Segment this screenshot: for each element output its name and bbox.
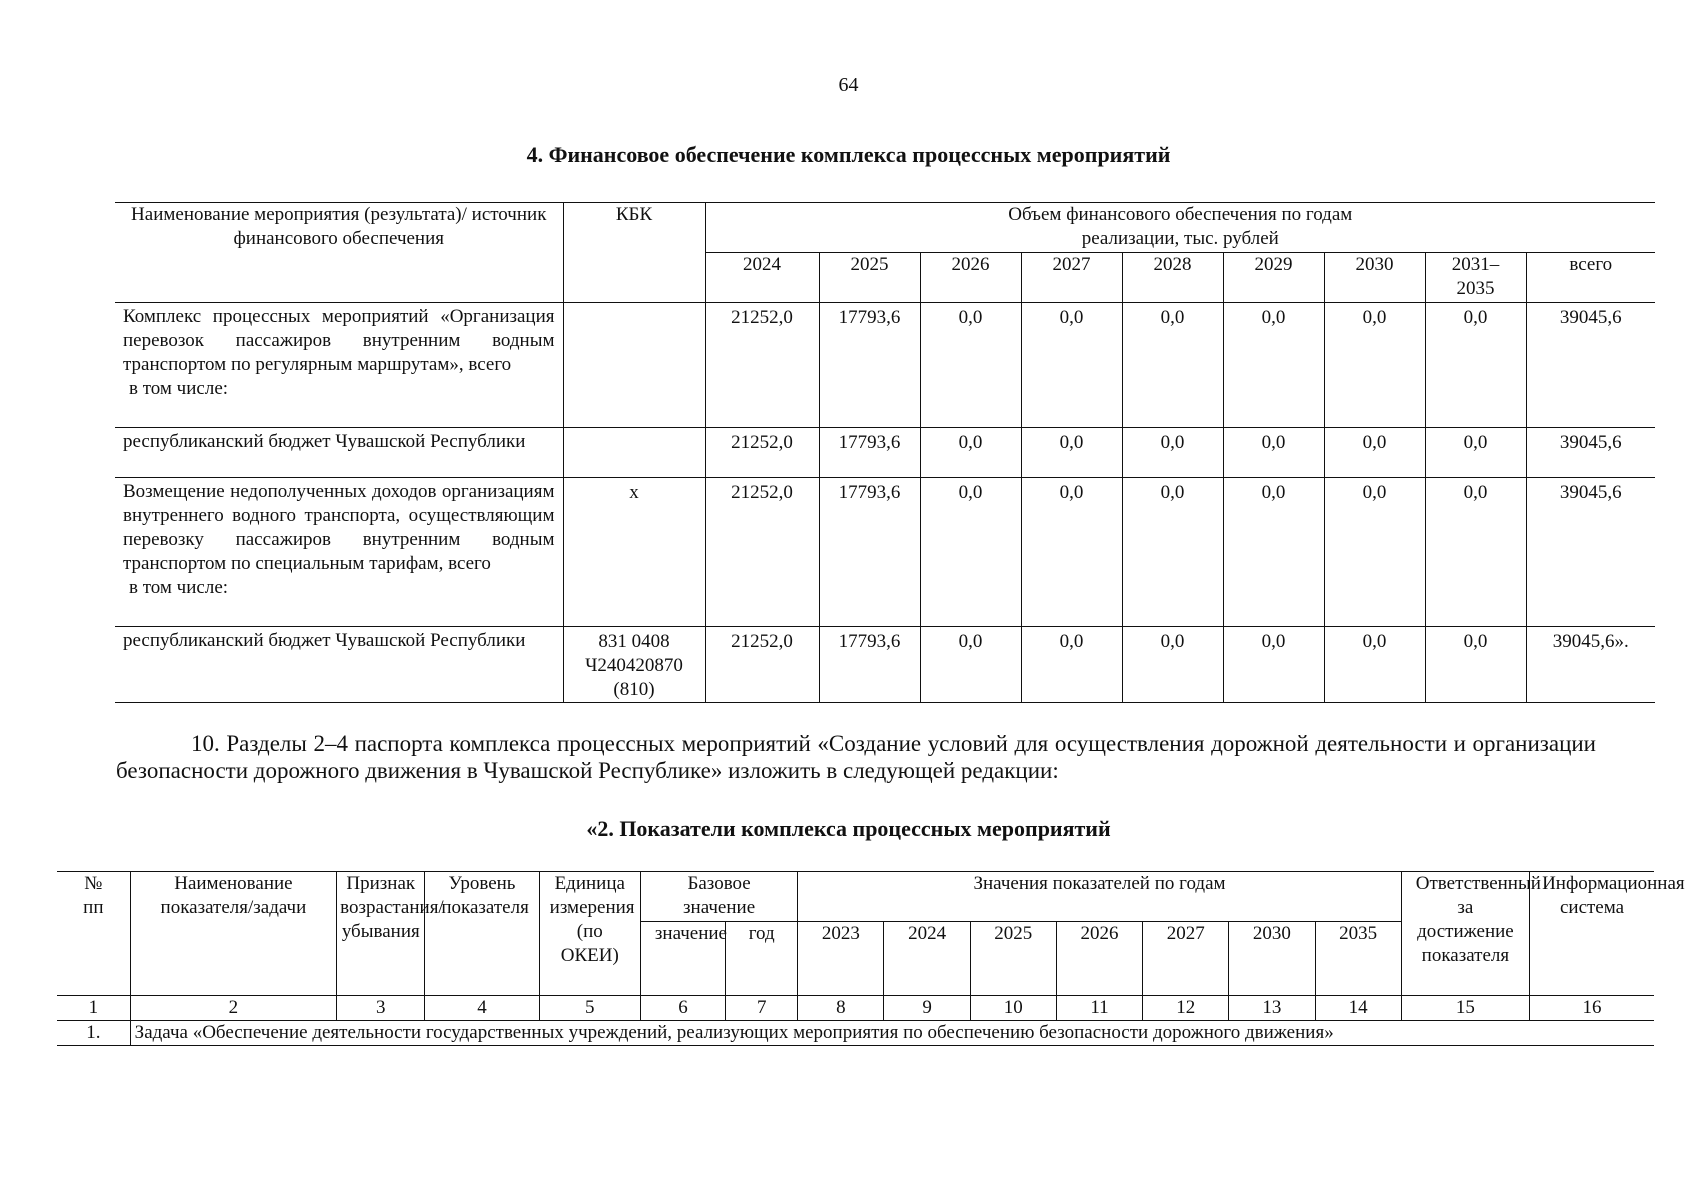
column-number: 8: [798, 996, 884, 1021]
header-year: 2035: [1315, 922, 1401, 996]
row-value: 0,0: [920, 428, 1021, 478]
row-value: 21252,0: [705, 303, 819, 428]
header-year: 2025: [819, 253, 920, 303]
column-number: 12: [1143, 996, 1229, 1021]
header-base-year: год: [726, 922, 798, 996]
row-value: 0,0: [1324, 428, 1425, 478]
row-value: 21252,0: [705, 478, 819, 627]
row-value: 17793,6: [819, 478, 920, 627]
header-kbk: КБК: [563, 203, 705, 303]
row-value: 0,0: [920, 627, 1021, 703]
column-number: 2: [130, 996, 337, 1021]
header-num: № пп: [57, 872, 130, 996]
row-total: 39045,6: [1526, 478, 1655, 627]
row-total: 39045,6: [1526, 303, 1655, 428]
header-year: 2024: [884, 922, 970, 996]
row-value: 0,0: [920, 303, 1021, 428]
header-year: 2025: [970, 922, 1056, 996]
row-value: 0,0: [1021, 478, 1122, 627]
column-number: 16: [1530, 996, 1654, 1021]
header-name: Наименование мероприятия (результата)/ источник финансового обеспечения: [115, 203, 563, 303]
row-value: 0,0: [1122, 478, 1223, 627]
header-year: 2027: [1021, 253, 1122, 303]
header-year: 2026: [1056, 922, 1142, 996]
paragraph-10: 10. Разделы 2–4 паспорта комплекса процессных мероприятий «Создание условий для осуществления дорожной деятельности и организации безопасности дорожного движения в Чувашской Республике» изложить в следующей редакции:: [116, 731, 1596, 783]
column-number: 3: [337, 996, 425, 1021]
header-base: Базовое значение: [640, 872, 797, 922]
header-sign: Признак возрастания/ убывания: [337, 872, 425, 996]
column-number: 9: [884, 996, 970, 1021]
row-value: 0,0: [920, 478, 1021, 627]
column-number: 4: [425, 996, 539, 1021]
column-number: 13: [1229, 996, 1315, 1021]
table-row: [115, 428, 1655, 478]
header-year: 2027: [1143, 922, 1229, 996]
row-value: 0,0: [1324, 478, 1425, 627]
row-value: 17793,6: [819, 627, 920, 703]
header-total: всего: [1526, 253, 1655, 303]
table-row: [115, 303, 1655, 428]
row-value: 0,0: [1223, 627, 1324, 703]
row-value: 0,0: [1425, 303, 1526, 428]
table-row: [115, 478, 1655, 627]
row-kbk: [563, 303, 705, 428]
page-number: 64: [838, 74, 859, 96]
task-text: Задача «Обеспечение деятельности государственных учреждений, реализующих мероприятия по обеспечению безопасности дорожного движения»: [130, 1021, 1654, 1046]
section-2-title: «2. Показатели комплекса процессных мероприятий: [586, 816, 1111, 841]
column-number: 7: [726, 996, 798, 1021]
header-year: 2023: [798, 922, 884, 996]
header-info-system: Информационная система: [1530, 872, 1654, 996]
header-year: 2030: [1324, 253, 1425, 303]
header-year: 2026: [920, 253, 1021, 303]
row-value: 0,0: [1223, 428, 1324, 478]
row-value: 0,0: [1223, 478, 1324, 627]
row-name: Возмещение недополученных доходов организациям внутреннего водного транспорта, осуществляющим перевозку пассажиров внутренним водным транспортом по специальным тарифам, всего в том числе:: [115, 478, 563, 627]
row-value: 21252,0: [705, 627, 819, 703]
row-value: 17793,6: [819, 428, 920, 478]
row-value: 0,0: [1122, 627, 1223, 703]
header-unit: Единица измерения (по ОКЕИ): [539, 872, 640, 996]
row-value: 0,0: [1425, 428, 1526, 478]
column-number: 5: [539, 996, 640, 1021]
header-base-value: значение: [640, 922, 725, 996]
row-kbk: х: [563, 478, 705, 627]
column-number: 6: [640, 996, 725, 1021]
row-kbk: 831 0408 Ч240420870 (810): [563, 627, 705, 703]
column-number: 14: [1315, 996, 1401, 1021]
header-volume: Объем финансового обеспечения по годам реализации, тыс. рублей: [705, 203, 1655, 253]
column-number: 11: [1056, 996, 1142, 1021]
column-number: 15: [1401, 996, 1529, 1021]
header-year: 2031–2035: [1425, 253, 1526, 303]
column-number: 1: [57, 996, 130, 1021]
header-values-by-year: Значения показателей по годам: [798, 872, 1401, 922]
financing-table: [115, 202, 1655, 703]
section-4-title: 4. Финансовое обеспечение комплекса процессных мероприятий: [526, 142, 1171, 167]
indicators-table: [57, 871, 1685, 1046]
row-value: 0,0: [1021, 303, 1122, 428]
row-total: 39045,6: [1526, 428, 1655, 478]
row-value: 0,0: [1021, 428, 1122, 478]
row-value: 0,0: [1324, 303, 1425, 428]
task-number: 1.: [57, 1021, 130, 1046]
row-kbk: [563, 428, 705, 478]
table-row: [57, 1021, 1654, 1046]
row-name: Комплекс процессных мероприятий «Организация перевозок пассажиров внутренним водным транспортом по регулярным маршрутам», всего в том числе:: [115, 303, 563, 428]
row-value: 0,0: [1324, 627, 1425, 703]
column-numbers-row: [57, 996, 1654, 1021]
header-indicator-name: Наименование показателя/задачи: [130, 872, 337, 996]
row-value: 0,0: [1122, 428, 1223, 478]
row-name: республиканский бюджет Чувашской Республики: [115, 627, 563, 703]
row-total: 39045,6».: [1526, 627, 1655, 703]
row-value: 21252,0: [705, 428, 819, 478]
column-number: 10: [970, 996, 1056, 1021]
row-value: 0,0: [1021, 627, 1122, 703]
row-name: республиканский бюджет Чувашской Республики: [115, 428, 563, 478]
header-year: 2024: [705, 253, 819, 303]
header-level: Уровень показателя: [425, 872, 539, 996]
header-year: 2030: [1229, 922, 1315, 996]
row-value: 0,0: [1223, 303, 1324, 428]
row-value: 17793,6: [819, 303, 920, 428]
header-year: 2029: [1223, 253, 1324, 303]
row-value: 0,0: [1425, 627, 1526, 703]
header-responsible: Ответственный за достижение показателя: [1401, 872, 1529, 996]
table-row: [115, 627, 1655, 703]
row-value: 0,0: [1425, 478, 1526, 627]
header-year: 2028: [1122, 253, 1223, 303]
row-value: 0,0: [1122, 303, 1223, 428]
